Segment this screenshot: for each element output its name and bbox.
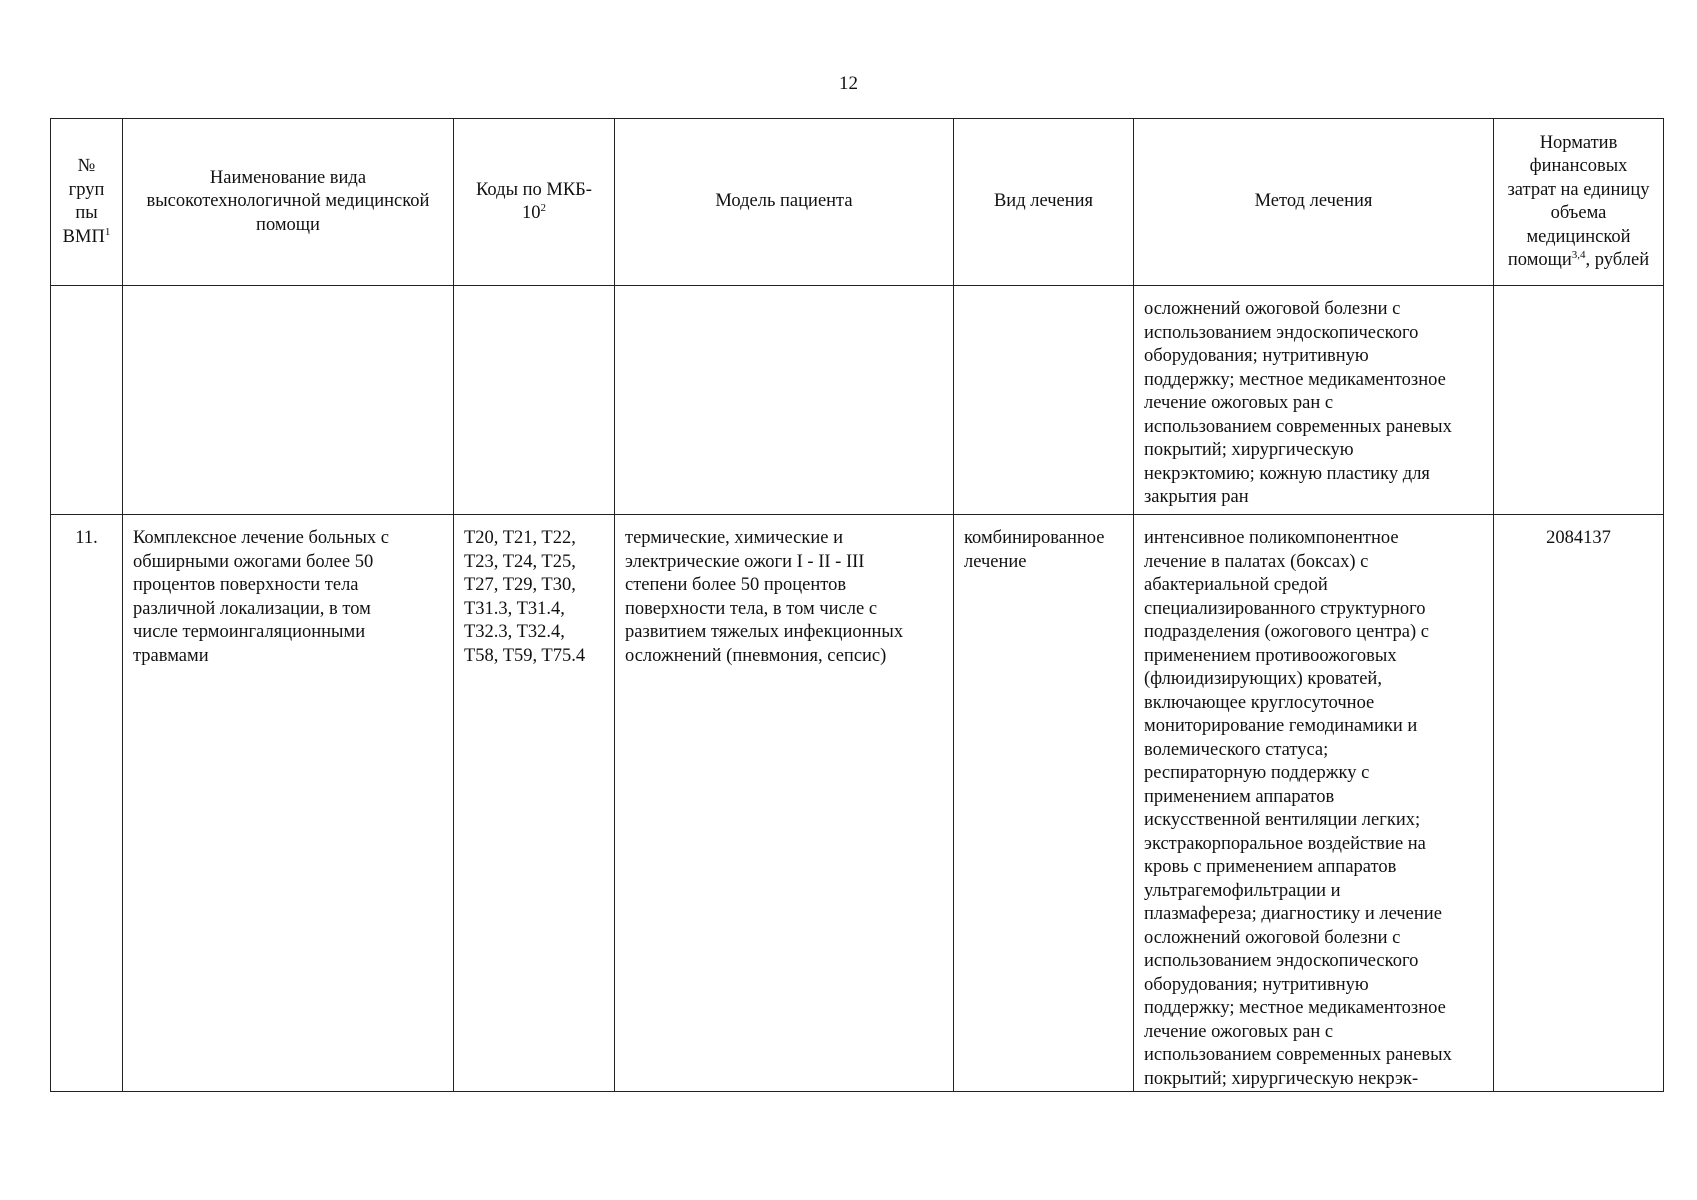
header-treatment-method: Метод лечения — [1134, 119, 1494, 286]
cont-treatment-cell — [954, 286, 1134, 515]
row11-vmp-name: Комплексное лечение больных с обширными ожогами более 50 процентов поверхности тела различной локализации, в том числе термоингаляционными травмами — [123, 515, 454, 1092]
cont-norm-cell — [1494, 286, 1664, 515]
cont-codes-cell — [454, 286, 615, 515]
row11-group-number: 11. — [51, 515, 123, 1092]
header-treatment-type: Вид лечения — [954, 119, 1134, 286]
continuation-row — [51, 286, 1664, 515]
vmp-table — [50, 118, 1664, 1092]
header-group-number: № груп пы ВМП$^1$ — [51, 119, 123, 286]
header-icd-codes: Коды по МКБ- $10^2$ — [454, 119, 615, 286]
table-row-11 — [51, 515, 1664, 1092]
page-number: 12 — [839, 73, 858, 94]
header-patient-model: Модель пациента — [615, 119, 954, 286]
header-vmp-name: Наименование вида высокотехнологичной медицинской помощи — [123, 119, 454, 286]
row11-treatment-type: комбинированное лечение — [954, 515, 1134, 1092]
cont-group-cell — [51, 286, 123, 515]
cont-model-cell — [615, 286, 954, 515]
row11-patient-model: термические, химические и электрические ожоги I - II - III степени более 50 процентов поверхности тела, в том числе с развитием тяжелых инфекционных осложнений (пневмония, сепсис) — [615, 515, 954, 1092]
header-cost-norm: Норматив финансовых затрат на единицу объема медицинской помощи$^{3,4}$, рублей — [1494, 119, 1664, 286]
cont-name-cell — [123, 286, 454, 515]
cont-method-cell: осложнений ожоговой болезни с использованием эндоскопического оборудования; нутритивную поддержку; местное медикаментозное лечение ожоговых ран с использованием современных раневых покрытий; хирургическую некрэктомию; кожную пластику для закрытия ран — [1134, 286, 1494, 515]
row11-icd-codes: T20, T21, T22, T23, T24, T25, T27, T29, T30, T31.3, T31.4, T32.3, T32.4, T58, T59, T75.4 — [454, 515, 615, 1092]
header-row — [51, 119, 1664, 286]
row11-cost-norm: 2084137 — [1494, 515, 1664, 1092]
row11-treatment-method: интенсивное поликомпонентное лечение в палатах (боксах) с абактериальной средой специализированного структурного подразделения (ожогового центра) с применением противоожоговых (флюидизирующих) кроватей, включающее круглосуточное мониторирование гемодинамики и волемического статуса; респираторную поддержку с применением аппаратов искусственной вентиляции легких; экстракорпоральное воздействие на кровь с применением аппаратов ультрагемофильтрации и плазмафереза; диагностику и лечение осложнений ожоговой болезни с использованием эндоскопического оборудования; нутритивную поддержку; местное медикаментозное лечение ожоговых ран с использованием современных раневых покрытий; хирургическую некрэк- — [1134, 515, 1494, 1092]
